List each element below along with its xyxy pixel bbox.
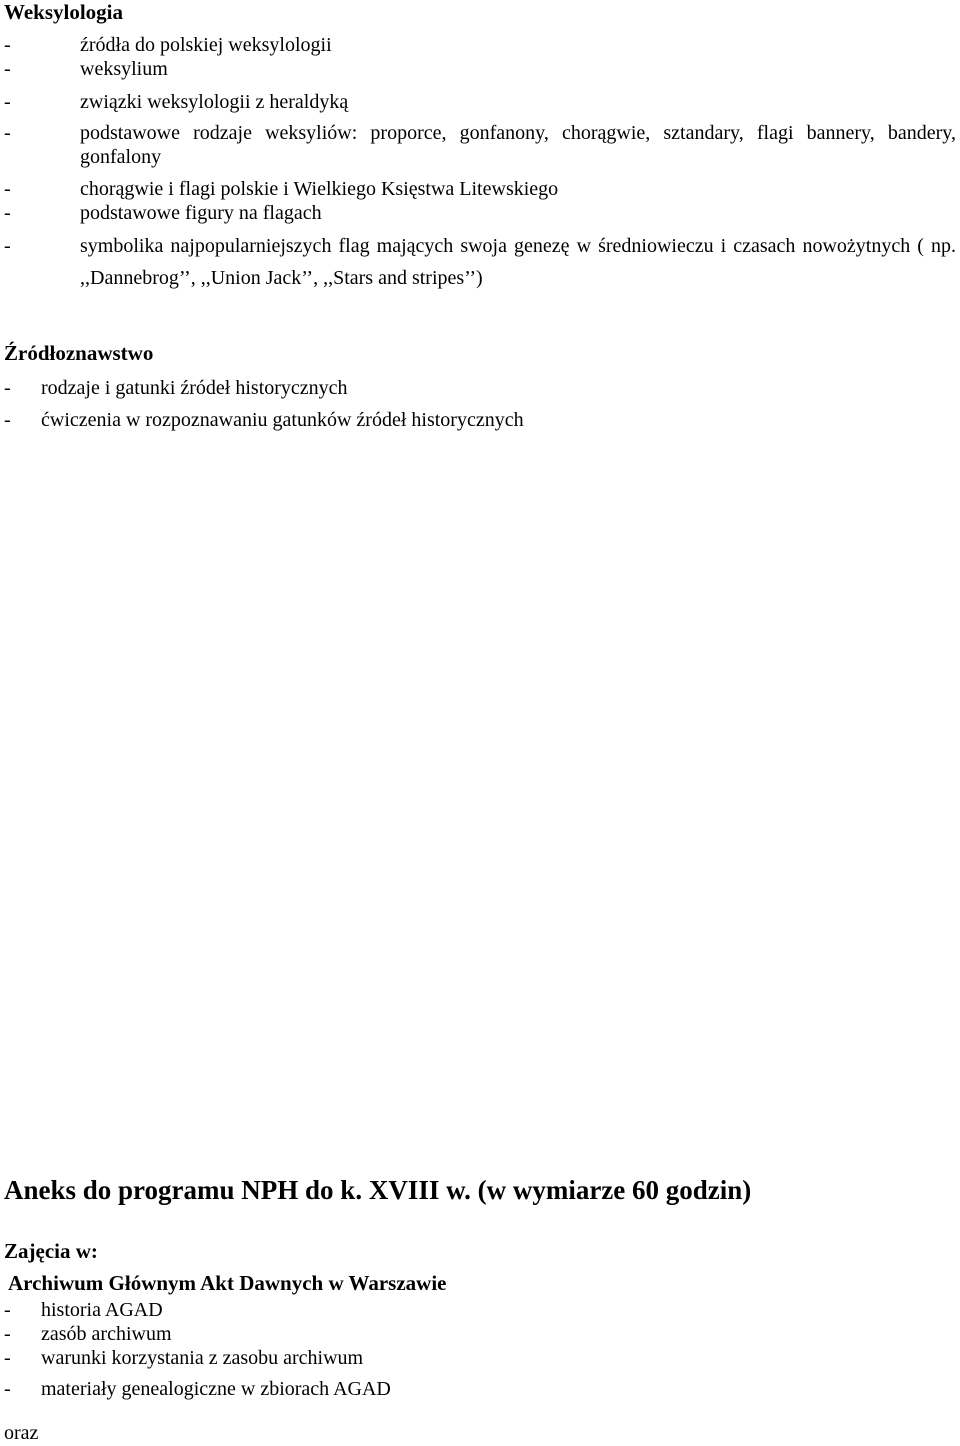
list-item-text: związki weksylologii z heraldyką <box>80 91 349 113</box>
footer-text: oraz <box>4 1422 39 1444</box>
list-item <box>4 375 956 401</box>
list-item-text: weksylium <box>80 58 168 80</box>
list-item-text: rodzaje i gatunki źródeł historycznych <box>41 377 348 399</box>
list-item-text: warunki korzystania z zasobu archiwum <box>41 1347 364 1369</box>
list-item-text: źródła do polskiej weksylologii <box>80 34 332 56</box>
list-item-text: zasób archiwum <box>41 1323 172 1345</box>
list-item <box>4 32 956 58</box>
list-item-text: podstawowe figury na flagach <box>80 202 322 224</box>
list-item <box>4 230 956 294</box>
section-heading-weksylologia: Weksylologia <box>4 0 124 24</box>
list-item <box>4 407 956 433</box>
list-item <box>4 1321 956 1347</box>
list-dash: - <box>4 178 11 200</box>
list-item-text: podstawowe rodzaje weksyliów: proporce, gonfanony, chorągwie, sztandary, flagi bannery, bandery, gonfalony <box>80 122 956 168</box>
list-dash: - <box>4 122 11 144</box>
list-dash: - <box>4 202 11 224</box>
section-heading-zrodloznawstwo: Źródłoznawstwo <box>4 341 154 365</box>
list-dash: - <box>4 409 11 431</box>
list-item <box>4 1376 956 1402</box>
list-item <box>4 56 956 82</box>
list-dash: - <box>4 377 11 399</box>
list-item <box>4 121 956 169</box>
classes-heading: Zajęcia w: <box>4 1239 98 1263</box>
list-dash: - <box>4 1323 11 1345</box>
list-dash: - <box>4 1347 11 1369</box>
list-dash: - <box>4 1299 11 1321</box>
list-item-text: materiały genealogiczne w zbiorach AGAD <box>41 1378 391 1400</box>
list-item-text: historia AGAD <box>41 1299 163 1321</box>
list-item-text: symbolika najpopularniejszych flag mających swoja genezę w średniowieczu i czasach nowożytnych ( np. ,,Dannebrog’’, ,,Union Jack’’, ,,Stars and stripes’’) <box>80 235 956 289</box>
list-dash: - <box>4 34 11 56</box>
list-item <box>4 1297 956 1323</box>
annex-title: Aneks do programu NPH do k. XVIII w. (w wymiarze 60 godzin) <box>4 1175 752 1205</box>
list-dash: - <box>4 235 11 257</box>
list-item <box>4 1345 956 1371</box>
list-dash: - <box>4 1378 11 1400</box>
list-dash: - <box>4 58 11 80</box>
list-item-text: chorągwie i flagi polskie i Wielkiego Księstwa Litewskiego <box>80 178 559 200</box>
archive-heading: Archiwum Głównym Akt Dawnych w Warszawie <box>8 1271 447 1295</box>
list-item <box>4 89 956 115</box>
list-item-text: ćwiczenia w rozpoznawaniu gatunków źródeł historycznych <box>41 409 524 431</box>
list-dash: - <box>4 91 11 113</box>
list-item <box>4 176 956 202</box>
list-item <box>4 200 956 226</box>
